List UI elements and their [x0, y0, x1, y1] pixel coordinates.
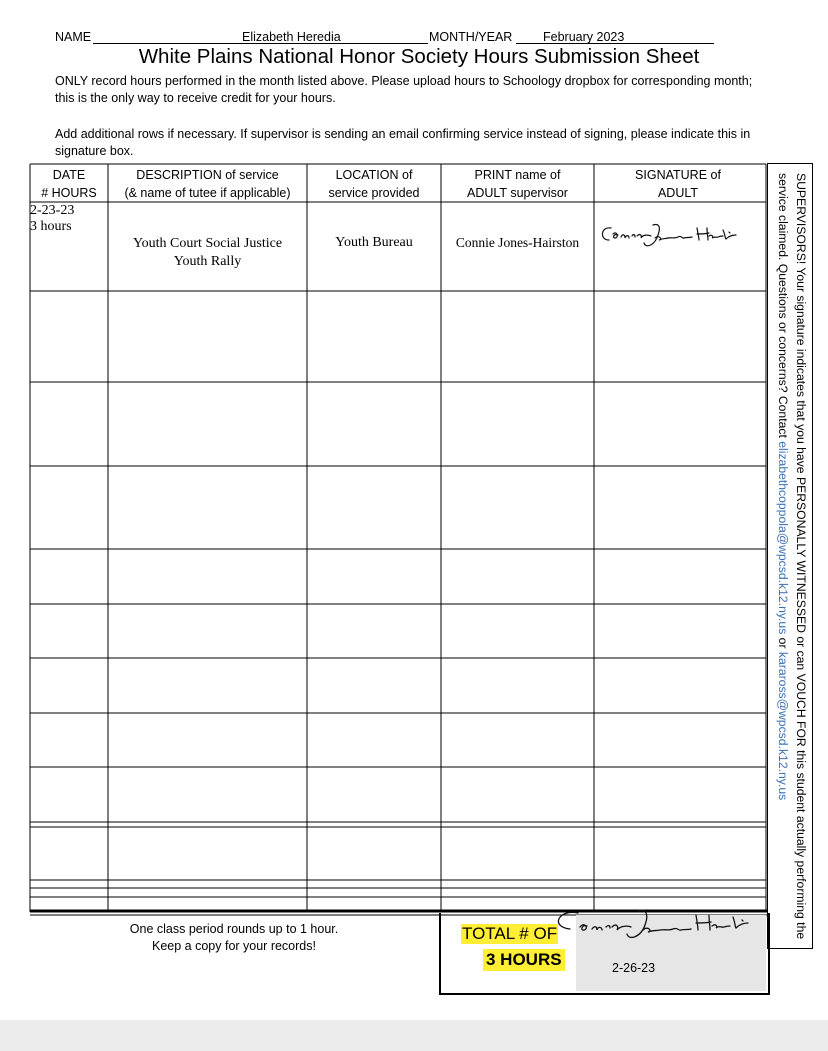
- header-signature: [594, 166, 762, 202]
- month-value: February 2023: [543, 30, 625, 44]
- instructions-additional: Add additional rows if necessary. If supervisor is sending an email confirming service instead of signing, please indicate this in signature box.: [55, 127, 751, 158]
- total-value: 3 HOURS: [483, 949, 565, 971]
- footer-notes: [108, 921, 360, 955]
- header-date-line1: DATE: [52, 168, 86, 182]
- header-supervisor: [441, 166, 594, 202]
- footer-supervisor-signature: [548, 905, 773, 945]
- page-title: White Plains National Honor Society Hours Submission Sheet: [138, 45, 700, 68]
- supervisor-notice-intro: SUPERVISORS! Your signature indicates that you have PERSONALLY WITNESSED or can VOUCH FOR this student actually performing the service claimed. Questions or concerns? Contact: [776, 173, 808, 940]
- signature-date: 2-26-23: [612, 961, 656, 975]
- email-link-ross[interactable]: karaross@wpcsd.k12.ny.us: [776, 651, 790, 801]
- header-location-line1: LOCATION of: [335, 168, 413, 182]
- header-supervisor-line2: ADULT supervisor: [467, 186, 568, 200]
- header-date-hours: [30, 166, 108, 202]
- footer-note-rounding: One class period rounds up to 1 hour.: [129, 922, 339, 936]
- footer-note-copy: Keep a copy for your records!: [152, 939, 316, 953]
- name-label: NAME: [55, 30, 92, 44]
- name-value: Elizabeth Heredia: [242, 30, 341, 44]
- entry-location: Youth Bureau: [335, 235, 413, 250]
- entry-date: 2-23-23: [30, 203, 75, 218]
- supervisor-notice-box: [767, 163, 813, 949]
- instructions-upload: ONLY record hours performed in the month listed above. Please upload hours to Schoology dropbox for corresponding month; this is the only way to receive credit for your hours.: [55, 74, 753, 105]
- header-signature-line2: ADULT: [657, 186, 699, 200]
- entry-description-line2: Youth Rally: [173, 254, 242, 269]
- supervisor-notice-or: or: [776, 634, 790, 652]
- email-link-coppola[interactable]: elizabethcoppola@wpcsd.k12.ny.us: [776, 441, 790, 635]
- header-description-line1: DESCRIPTION of service: [136, 168, 279, 182]
- entry-description-line1: Youth Court Social Justice: [132, 236, 283, 251]
- header-supervisor-line1: PRINT name of: [474, 168, 561, 182]
- header-date-line2: # HOURS: [41, 186, 97, 200]
- header-location: [307, 166, 441, 202]
- supervisor-notice-text: [768, 173, 810, 953]
- header-location-line2: service provided: [328, 186, 420, 200]
- month-label: MONTH/YEAR: [429, 30, 513, 44]
- header-description-line2: (& name of tutee if applicable): [124, 186, 291, 200]
- header-description: [108, 166, 307, 202]
- header-signature-line1: SIGNATURE of: [635, 168, 721, 182]
- total-label: TOTAL # OF: [462, 924, 558, 943]
- entry-hours: 3 hours: [30, 219, 72, 234]
- supervisor-signature: [597, 220, 747, 255]
- entry-description: [108, 235, 307, 271]
- entry-supervisor: Connie Jones-Hairston: [455, 235, 580, 250]
